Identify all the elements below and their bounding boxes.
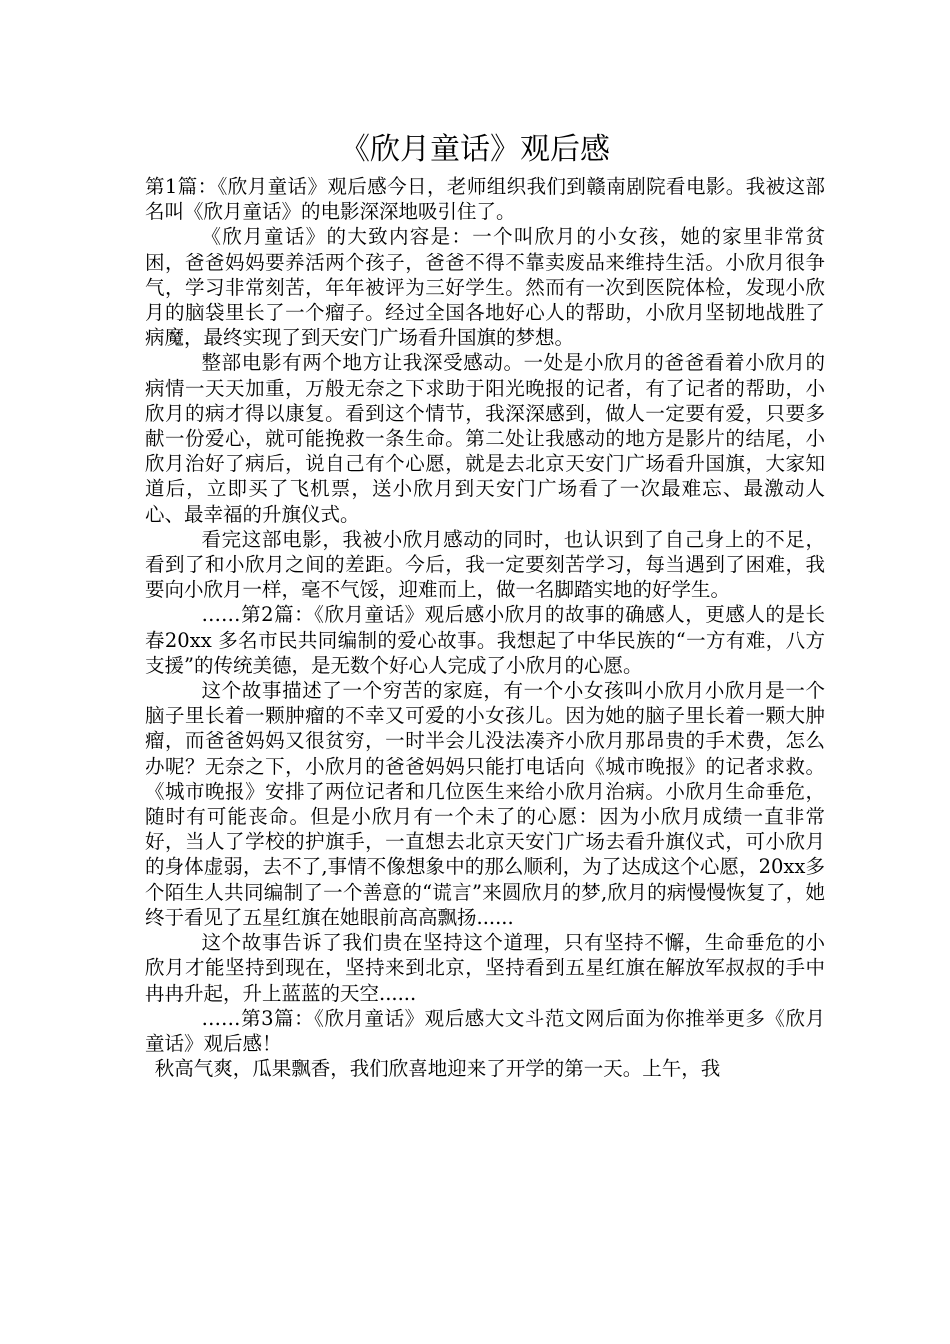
paragraph-7: 这个故事告诉了我们贵在坚持这个道理，只有坚持不懈，生命垂危的小欣月才能坚持到现在，坚持来到北京，坚持看到五星红旗在解放军叔叔的手中冉冉升起，升上蓝蓝的天空......	[145, 931, 825, 1005]
paragraph-6: 这个故事描述了一个穷苦的家庭，有一个小女孩叫小欣月小欣月是一个脑子里长着一颗肿瘤的不幸又可爱的小女孩儿。因为她的脑子里长着一颗大肿瘤，而爸爸妈妈又很贫穷，一时半会儿没法凑齐小欣月那昂贵的手术费，怎么办呢？无奈之下，小欣月的爸爸妈妈只能打电话向《城市晚报》的记者求救。《城市晚报》安排了两位记者和几位医生来给小欣月治病。小欣月生命垂危，随时有可能丧命。但是小欣月有一个未了的心愿：因为小欣月成绩一直非常好，当人了学校的护旗手，一直想去北京天安门广场去看升旗仪式，可小欣月的身体虚弱，去不了,事情不像想象中的那么顺利，为了达成这个心愿，20xx多个陌生人共同编制了一个善意的“谎言”来圆欣月的梦,欣月的病慢慢恢复了，她终于看见了五星红旗在她眼前高高飘扬......	[145, 679, 825, 929]
paragraph-9: 秋高气爽，瓜果飘香，我们欣喜地迎来了开学的第一天。上午，我	[154, 1057, 721, 1081]
document-body	[145, 174, 825, 1081]
paragraph-5: ……第2篇：《欣月童话》观后感小欣月的故事的确感人，更感人的是长春20xx 多名市民共同编制的爱心故事。我想起了中华民族的“一方有难，八方支援”的传统美德，是无数个好心人完成了小欣月的心愿。	[145, 603, 825, 677]
paragraph-3: 整部电影有两个地方让我深受感动。一处是小欣月的爸爸看着小欣月的病情一天天加重，万般无奈之下求助于阳光晚报的记者，有了记者的帮助，小欣月的病才得以康复。看到这个情节，我深深感到，做人一定要有爱，只要多献一份爱心，就可能挽救一条生命。第二处让我感动的地方是影片的结尾，小欣月治好了病后，说自己有个心愿，就是去北京天安门广场看升国旗，大家知道后，立即买了飞机票，送小欣月到天安门广场看了一次最难忘、最激动人心、最幸福的升旗仪式。	[145, 351, 825, 526]
document-title: 《欣月童话》观后感	[340, 132, 610, 167]
paragraph-2: 《欣月童话》的大致内容是：一个叫欣月的小女孩，她的家里非常贫困，爸爸妈妈要养活两个孩子，爸爸不得不靠卖废品来维持生活。小欣月很争气，学习非常刻苦，年年被评为三好学生。然而有一次到医院体检，发现小欣月的脑袋里长了一个瘤子。经过全国各地好心人的帮助，小欣月坚韧地战胜了病魔，最终实现了到天安门广场看升国旗的梦想。	[145, 225, 825, 350]
paragraph-4: 看完这部电影，我被小欣月感动的同时，也认识到了自己身上的不足，看到了和小欣月之间的差距。今后，我一定要刻苦学习，每当遇到了困难，我要向小欣月一样，毫不气馁，迎难而上，做一名脚踏实地的好学生。	[145, 527, 825, 602]
paragraph-1: 第1篇：《欣月童话》观后感今日，老师组织我们到赣南剧院看电影。我被这部名叫《欣月童话》的电影深深地吸引住了。	[145, 175, 825, 224]
paragraph-8: ……第3篇：《欣月童话》观后感大文斗范文网后面为你推举更多《欣月童话》观后感！	[145, 1006, 825, 1055]
